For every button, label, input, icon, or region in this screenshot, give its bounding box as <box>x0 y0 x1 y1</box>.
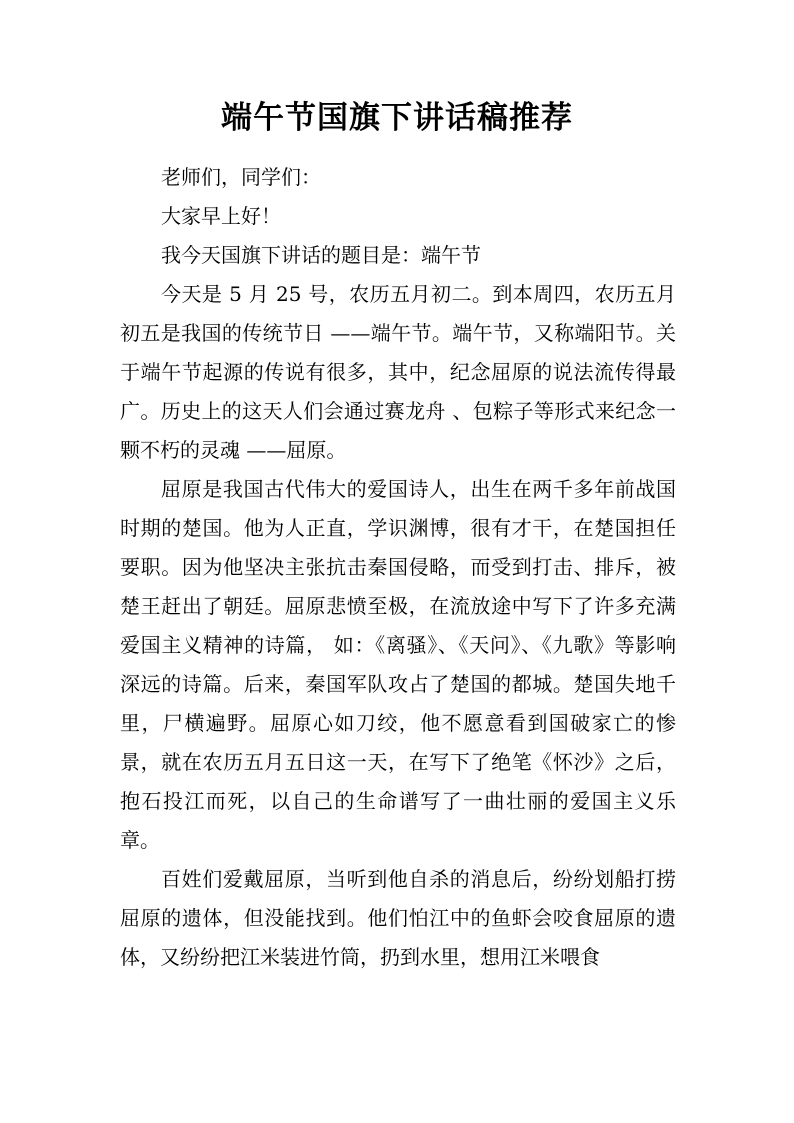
body-paragraph: 屈原是我国古代伟大的爱国诗人，出生在两千多年前战国时期的楚国。他为人正直，学识渊博，很有才干，在楚国担任要职。因为他坚决主张抗击秦国侵略，而受到打击、排斥，被楚王赶出了朝廷。屈原悲愤至极，在流放途中写下了许多充满爱国主义精神的诗篇， 如：《离骚》、《天问》、《九歌》等影响深远的诗篇。后来，秦国军队攻占了楚国的都城。楚国失地千里，尸横遍野。屈原心如刀绞，他不愿意看到国破家亡的惨景，就在农历五月五日这一天，在写下了绝笔《怀沙》之后，抱石投江而死，以自己的生命谱写了一曲壮丽的爱国主义乐章。 <box>120 477 676 852</box>
document-body <box>120 158 676 977</box>
topic-line: 我今天国旗下讲话的题目是：端午节 <box>161 243 481 267</box>
greeting-line: 老师们，同学们： <box>161 165 321 189</box>
body-paragraph: 今天是 5 月 25 号，农历五月初二。到本周四，农历五月初五是我国的传统节日 ——端午节。端午节，又称端阳节。关于端午节起源的传说有很多，其中，纪念屈原的说法流传得最广。历史上的这天人们会通过赛龙舟 、包粽子等形式来纪念一颗不朽的灵魂 ——屈原。 <box>120 282 676 462</box>
document-title: 端午节国旗下讲话稿推荐 <box>221 100 573 136</box>
greeting-line: 大家早上好！ <box>161 204 281 228</box>
body-paragraph: 百姓们爱戴屈原，当听到他自杀的消息后，纷纷划船打捞屈原的遗体，但没能找到。他们怕江中的鱼虾会咬食屈原的遗体，又纷纷把江米装进竹筒，扔到水里，想用江米喂食 <box>120 867 676 969</box>
